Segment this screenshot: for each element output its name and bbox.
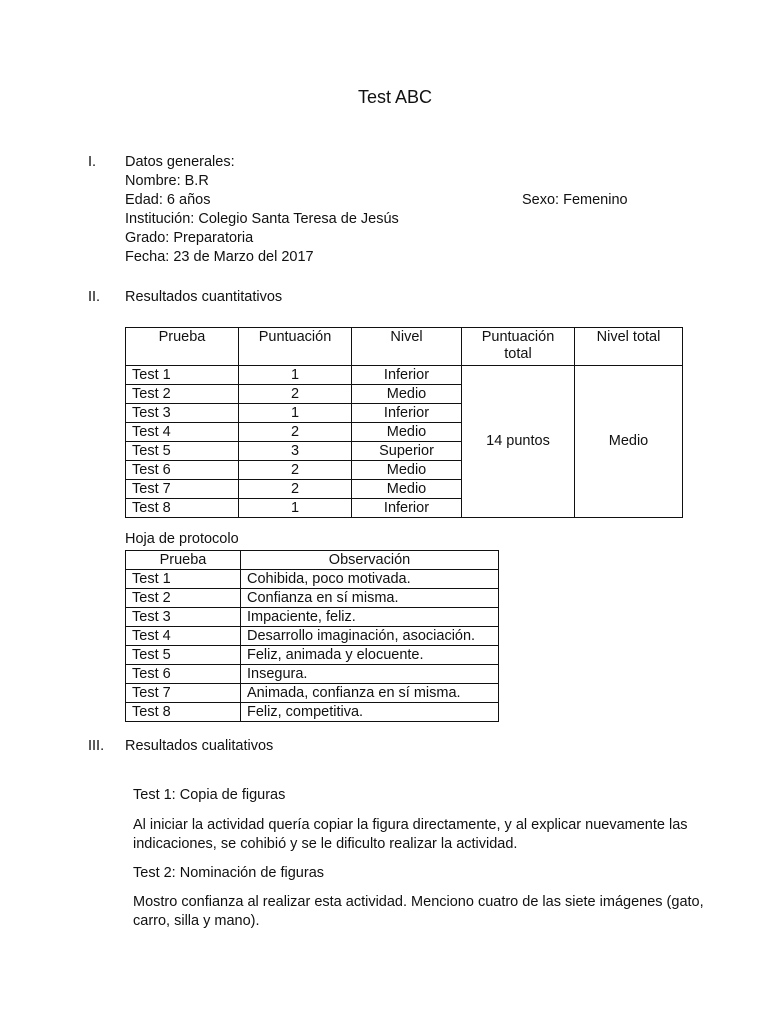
cell: Test 6 — [126, 461, 239, 480]
test1-title: Test 1: Copia de figuras — [133, 787, 286, 803]
cell: Test 5 — [126, 442, 239, 461]
table-header-row — [126, 551, 499, 570]
section-2-heading — [88, 288, 282, 307]
cell: Medio — [352, 423, 462, 442]
table-row — [126, 646, 499, 665]
sexo-line: Sexo: Femenino — [522, 192, 628, 208]
col-header: Observación — [241, 551, 499, 570]
cell: 3 — [239, 442, 352, 461]
table-row — [126, 608, 499, 627]
cell: 2 — [239, 480, 352, 499]
cell: 2 — [239, 461, 352, 480]
cell: Superior — [352, 442, 462, 461]
edad-line: Edad: 6 años — [125, 192, 211, 208]
table-row — [126, 366, 683, 385]
col-header: Prueba — [126, 328, 239, 366]
section-title: Resultados cualitativos — [125, 738, 274, 754]
protocol-table — [125, 550, 499, 722]
section-number: II. — [88, 289, 101, 305]
cell: Test 2 — [126, 589, 241, 608]
cell: 2 — [239, 423, 352, 442]
cell: Desarrollo imaginación, asociación. — [241, 627, 499, 646]
cell: Test 5 — [126, 646, 241, 665]
cell: Impaciente, feliz. — [241, 608, 499, 627]
cell: Confianza en sí misma. — [241, 589, 499, 608]
cell: Test 4 — [126, 627, 241, 646]
table-row — [126, 684, 499, 703]
quantitative-results-table — [125, 327, 683, 518]
nombre-line: Nombre: B.R — [125, 173, 209, 189]
cell: 1 — [239, 404, 352, 423]
section-number: I. — [88, 154, 97, 170]
cell: Insegura. — [241, 665, 499, 684]
col-header: Puntuación — [239, 328, 352, 366]
general-data — [125, 153, 399, 267]
cell: 1 — [239, 366, 352, 385]
cell: Test 8 — [126, 499, 239, 518]
section-title: Resultados cuantitativos — [125, 289, 283, 305]
table-row — [126, 627, 499, 646]
table-row — [126, 589, 499, 608]
section-1-heading — [88, 153, 125, 172]
general-data-heading: Datos generales: — [125, 154, 235, 170]
cell: Medio — [352, 385, 462, 404]
col-header: Prueba — [126, 551, 241, 570]
cell: Test 1 — [126, 366, 239, 385]
test2-text: Mostro confianza al realizar esta actividad. Menciono cuatro de las siete imágenes (gato, carro, silla y mano). — [133, 894, 704, 929]
total-level-cell: Medio — [575, 366, 683, 518]
cell: Animada, confianza en sí misma. — [241, 684, 499, 703]
cell: Test 7 — [126, 684, 241, 703]
cell: Test 3 — [126, 608, 241, 627]
institucion-line: Institución: Colegio Santa Teresa de Jesús — [125, 211, 399, 227]
table-row — [126, 570, 499, 589]
cell: Medio — [352, 461, 462, 480]
test1-text: Al iniciar la actividad quería copiar la figura directamente, y al explicar nuevamente las indicaciones, se cohibió y se le dificulto realizar la actividad. — [133, 817, 688, 852]
col-header: Puntuación total — [462, 328, 575, 366]
cell: Inferior — [352, 499, 462, 518]
cell: 2 — [239, 385, 352, 404]
col-header: Nivel — [352, 328, 462, 366]
grado-line: Grado: Preparatoria — [125, 230, 254, 246]
cell: 1 — [239, 499, 352, 518]
cell: Test 1 — [126, 570, 241, 589]
cell: Inferior — [352, 404, 462, 423]
test2-title: Test 2: Nominación de figuras — [133, 865, 325, 881]
cell: Test 4 — [126, 423, 239, 442]
section-3-heading — [88, 737, 273, 756]
cell: Medio — [352, 480, 462, 499]
cell: Feliz, competitiva. — [241, 703, 499, 722]
cell: Test 2 — [126, 385, 239, 404]
table-header-row — [126, 328, 683, 366]
fecha-line: Fecha: 23 de Marzo del 2017 — [125, 249, 314, 265]
cell: Test 8 — [126, 703, 241, 722]
col-header: Nivel total — [575, 328, 683, 366]
cell: Test 6 — [126, 665, 241, 684]
cell: Feliz, animada y elocuente. — [241, 646, 499, 665]
cell: Test 3 — [126, 404, 239, 423]
page-title: Test ABC — [357, 87, 433, 107]
section-number: III. — [88, 738, 105, 754]
cell: Cohibida, poco motivada. — [241, 570, 499, 589]
cell: Inferior — [352, 366, 462, 385]
table-row — [126, 665, 499, 684]
cell: Test 7 — [126, 480, 239, 499]
table-row — [126, 703, 499, 722]
total-score-cell: 14 puntos — [462, 366, 575, 518]
protocol-label: Hoja de protocolo — [125, 531, 239, 547]
